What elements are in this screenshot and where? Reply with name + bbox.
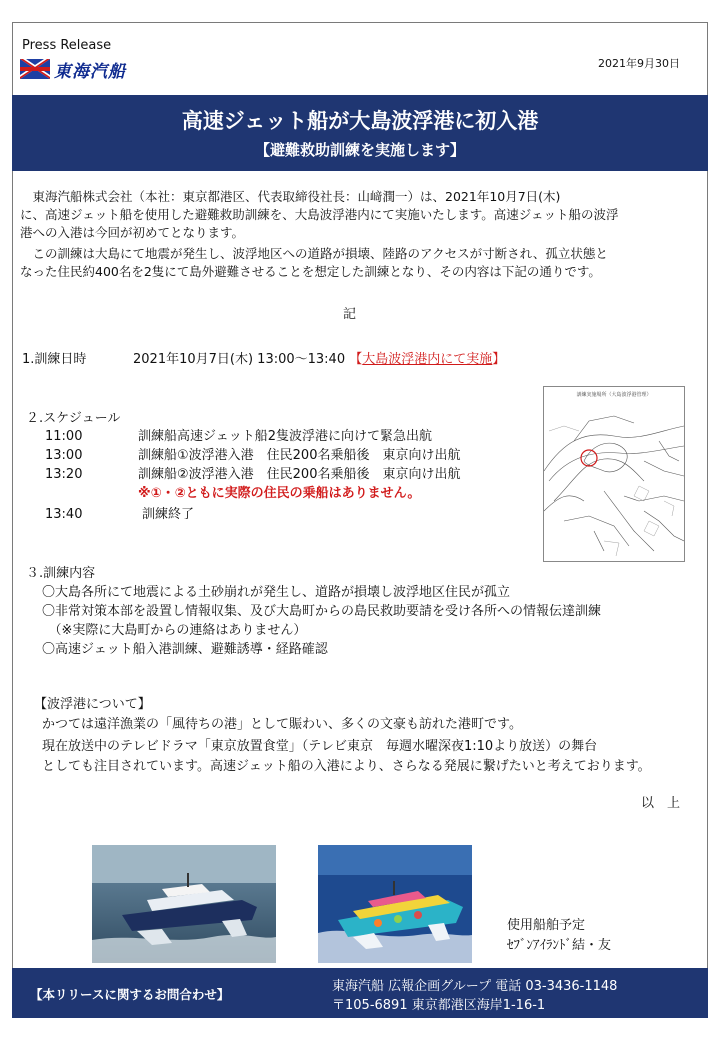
content-line: （※実際に大島町からの連絡はありません）: [42, 623, 307, 638]
intro-line: 港への入港は今回が初めてとなります。: [20, 225, 245, 240]
content-line: 〇非常対策本部を設置し情報収集、及び大島町からの島民救助要請を受け各所への情報伝達訓練: [42, 604, 602, 619]
map-caption: 訓練実施場所（大島波浮港管理）: [576, 392, 652, 398]
intro-line: に、高速ジェット船を使用した避難救助訓練を、大島波浮港内にて実施いたします。高速ジェット船の波浮: [20, 207, 619, 222]
sub-title: 【避難救助訓練を実施します】: [254, 141, 465, 159]
contact-label: 【本リリースに関するお問合わせ】: [30, 987, 230, 1002]
training-datetime: 2021年10月7日(木) 13:00～13:40: [133, 352, 346, 367]
intro-line: 東海汽船株式会社（本社：東京都港区、代表取締役社長：山﨑潤一）は、2021年10月7日(木): [20, 189, 561, 204]
ships-names: ｾﾌﾞﾝｱｲﾗﾝﾄﾞ結・友: [507, 938, 612, 953]
ki-label: 記: [343, 307, 357, 322]
contact-footer: [12, 968, 708, 1018]
contact-line-2: 〒105-6891 東京都港区海岸1-16-1: [332, 998, 546, 1013]
habu-heading: 【波浮港について】: [34, 697, 151, 712]
section1-label: 1.訓練日時: [22, 352, 87, 367]
bracket-open: 【: [349, 352, 363, 367]
habu-line: 現在放送中のテレビドラマ「東京放置食堂」（テレビ東京 毎週水曜深夜1:10より放送）の舞台: [42, 739, 598, 754]
schedule-desc: 訓練終了: [142, 507, 195, 522]
press-release-label: Press Release: [22, 38, 112, 53]
ship-photo-1: [92, 845, 276, 963]
content-line: 〇大島各所にて地震による土砂崩れが発生し、道路が損壊し波浮地区住民が孤立: [42, 585, 511, 600]
section3-label: ３.訓練内容: [26, 566, 96, 581]
ship-photo-2-image: [318, 845, 472, 963]
release-date: 2021年9月30日: [598, 57, 680, 70]
intro-line: なった住民約400名を2隻にて島外避難させることを想定した訓練となり、その内容は下記の通りです。: [20, 264, 601, 279]
map-drawing: [544, 401, 684, 561]
schedule-note: ※①・②ともに実際の住民の乗船はありません。: [138, 486, 421, 501]
ship-photo-1-image: [92, 845, 276, 963]
schedule-desc: 訓練船高速ジェット船2隻波浮港に向けて緊急出航: [138, 429, 433, 444]
company-logo: [20, 58, 126, 80]
bracket-close: 】: [492, 352, 506, 367]
habu-line: かつては遠洋漁業の「風待ちの港」として賑わい、多くの文豪も訪れた港町です。: [42, 717, 522, 732]
location-map: [543, 386, 685, 562]
habu-line: としても注目されています。高速ジェット船の入港により、さらなる発展に繋げたいと考えております。: [42, 759, 651, 774]
closing-text: 以 上: [641, 796, 681, 811]
contact-line-1: 東海汽船 広報企画グループ 電話 03-3436-1148: [332, 979, 618, 994]
ships-caption: 使用船舶予定: [507, 918, 586, 933]
main-title: 高速ジェット船が大島波浮港に初入港: [181, 109, 539, 133]
title-banner: [12, 95, 708, 171]
harbor-marker: [581, 450, 597, 466]
section2-label: ２.スケジュール: [26, 411, 121, 426]
schedule-time: 13:00: [45, 448, 83, 463]
schedule-time: 13:20: [45, 467, 83, 482]
schedule-desc: 訓練船②波浮港入港 住民200名乗船後 東京向け出航: [138, 467, 461, 482]
intro-line: この訓練は大島にて地震が発生し、波浮地区への道路が損壊、陸路のアクセスが寸断され、孤立状態と: [20, 246, 608, 261]
training-location: 大島波浮港内にて実施: [362, 352, 493, 367]
section1-datetime: [133, 351, 505, 369]
company-logo-text: 東海汽船: [54, 61, 126, 82]
schedule-time: 13:40: [45, 507, 83, 522]
content-line: 〇高速ジェット船入港訓練、避難誘導・経路確認: [42, 642, 328, 657]
schedule-time: 11:00: [45, 429, 83, 444]
schedule-desc: 訓練船①波浮港入港 住民200名乗船後 東京向け出航: [138, 448, 461, 463]
ship-photo-2: [318, 845, 472, 963]
flag-logo-icon: [20, 59, 50, 79]
